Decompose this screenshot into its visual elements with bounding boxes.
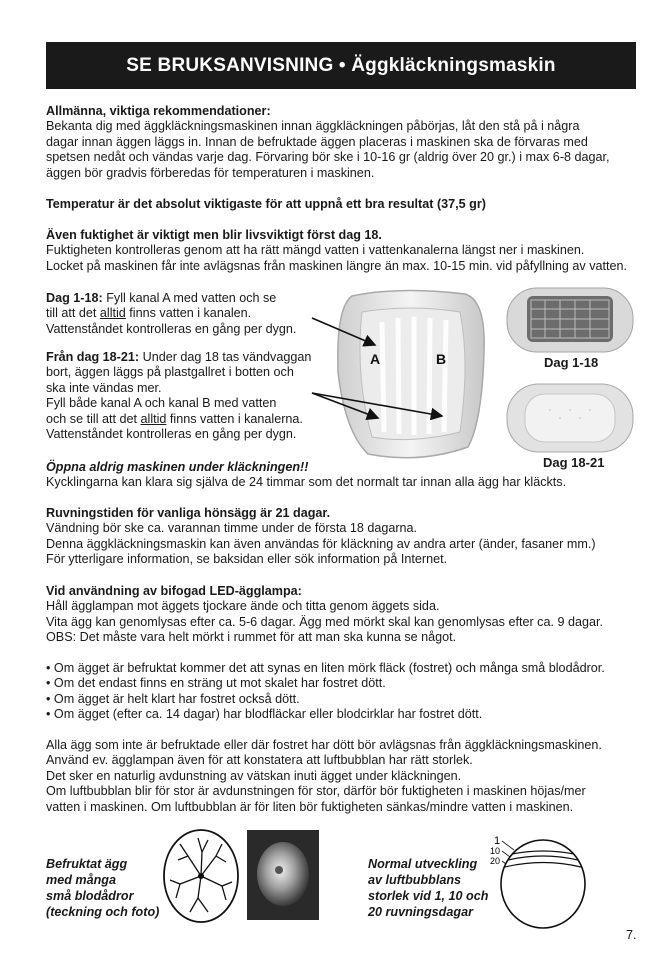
led-section xyxy=(46,584,603,646)
led-heading: Vid användning av bifogad LED-ägglampa: xyxy=(46,584,302,598)
closing-line-5: vatten i maskinen. Om luftbubblan är för liten bör fuktigheten sänkas/mindre vatten i maskinen. xyxy=(46,799,574,814)
airbubble-caption-line-4: 20 ruvningsdagar xyxy=(368,905,473,919)
day1-line-2b: finns vatten i kanalen. xyxy=(125,306,252,321)
banner-title: SE BRUKSANVISNING • Äggkläckningsmaskin xyxy=(126,54,556,76)
humidity-heading: Även fuktighet är viktigt men blir livsviktigt först dag 18. xyxy=(46,228,382,242)
day18-line-5b: finns vatten i kanalerna. xyxy=(166,411,303,426)
arrow-day18-to-a xyxy=(312,393,378,418)
closing-line-2: Använd ev. ägglampan även för att konstatera att luftbubblan har rätt storlek. xyxy=(46,753,473,768)
closing-line-4: Om luftbubblan blir för stor är avdunstningen för stor, därför bör fuktigheten i maskinen höjas/mer xyxy=(46,784,586,799)
egg-veins-drawing xyxy=(160,826,242,926)
airbubble-caption-line-1: Normal utveckling xyxy=(368,857,478,871)
airbubble-caption-line-2: av luftbubblans xyxy=(368,873,462,887)
airbubble-caption-line-3: storlek vid 1, 10 och xyxy=(368,889,489,903)
day18-line-3: ska inte vändas mer. xyxy=(46,380,162,395)
day1-line-2a: till att det xyxy=(46,306,100,321)
day1-line-3: Vattenståndet kontrolleras en gång per dygn. xyxy=(46,321,297,336)
day18-always: alltid xyxy=(140,411,167,426)
incubation-line-3: För ytterligare information, se baksidan eller sök information på Internet. xyxy=(46,552,448,567)
general-line-2: dagar innan äggen läggs in. Innan de befruktade äggen placeras i maskinen ska de förvaras med xyxy=(46,134,588,149)
fertile-caption-line-1: Befruktat ägg xyxy=(46,857,128,871)
incubator-photo-day18 xyxy=(505,380,635,456)
closing-line-3: Det sker en naturlig avdunstning av vätskan inuti ägget under kläckningen. xyxy=(46,768,462,783)
warning-section xyxy=(46,460,566,491)
day18-line-6: Vattenståndet kontrolleras en gång per dygn. xyxy=(46,427,297,442)
airbubble-caption xyxy=(368,856,488,920)
fertile-egg-caption xyxy=(46,856,159,920)
day1-label: Dag 1-18: xyxy=(46,291,103,305)
humidity-line-2: Locket på maskinen får inte avlägsnas från maskinen längre än max. 10-15 min. vid påfyllning av vatten. xyxy=(46,258,628,273)
egg-candling-photo xyxy=(247,830,319,920)
caption-day18: Dag 18-21 xyxy=(543,455,605,470)
fertile-caption-line-4: (teckning och foto) xyxy=(46,905,160,919)
arrow-day18-to-b xyxy=(312,393,442,416)
arrow-day1-to-a xyxy=(312,318,375,345)
warning-heading: Öppna aldrig maskinen under kläckningen!! xyxy=(46,460,309,474)
day18-line-2: bort, äggen läggs på plastgallret i botten och xyxy=(46,365,294,380)
warning-line: Kycklingarna kan klara sig själva de 24 timmar som det normalt tar innan alla ägg har kläckts. xyxy=(46,475,567,490)
fertile-caption-line-3: små blodådror xyxy=(46,889,134,903)
day1-always: alltid xyxy=(99,306,126,321)
temperature-heading: Temperatur är det absolut viktigaste för att uppnå ett bra resultat (37,5 gr) xyxy=(46,197,486,211)
bullet-item-3: • Om ägget är helt klart har fostret också dött. xyxy=(46,691,300,706)
airbubble-egg-drawing xyxy=(488,830,598,930)
channel-a-label: A xyxy=(370,351,381,367)
page-number: 7. xyxy=(626,928,637,942)
caption-day1: Dag 1-18 xyxy=(544,355,599,370)
general-line-3: spetsen nedåt och vändas varje dag. Förvaring bör ske i 10-16 gr (aldrig över 20 gr.) i max 6-8 dagar, xyxy=(46,150,610,165)
day18-line-4: Fyll både kanal A och kanal B med vatten xyxy=(46,396,277,411)
led-line-3: OBS: Det måste vara helt mörkt i rummet för att man ska kunna se något. xyxy=(46,630,457,645)
incubation-line-2: Denna äggkläckningsmaskin kan även användas för kläckning av andra arter (änder, fasaner mm.) xyxy=(46,536,596,551)
bullet-item-2: • Om det endast finns en sträng ut mot skalet har fostret dött. xyxy=(46,676,386,691)
humidity-line-1: Fuktigheten kontrolleras genom att ha rätt mängd vatten i vattenkanalerna längst ner i maskinen. xyxy=(46,243,585,258)
general-heading: Allmänna, viktiga rekommendationer: xyxy=(46,104,271,118)
channel-b-label: B xyxy=(436,351,447,367)
bubble-label-day10: 10 xyxy=(490,846,501,856)
incubation-section xyxy=(46,506,596,568)
day18-label: Från dag 18-21: xyxy=(46,350,140,364)
incubator-photo-day1 xyxy=(505,284,635,356)
bullet-list xyxy=(46,661,605,723)
incubation-line-1: Vändning bör ske ca. varannan timme under de första 18 dagarna. xyxy=(46,521,418,536)
incubation-heading: Ruvningstiden för vanliga hönsägg är 21 dagar. xyxy=(46,506,331,520)
closing-line-1: Alla ägg som inte är befruktade eller där fostret har dött bör avlägsnas från äggkläckningsmaskinen. xyxy=(46,738,602,752)
general-line-4: äggen bör gradvis förberedas för temperaturen i maskinen. xyxy=(46,165,375,180)
bubble-label-day1: 1 xyxy=(494,835,501,847)
led-line-1: Håll ägglampan mot äggets tjockare ände och titta genom äggets sida. xyxy=(46,599,440,614)
led-line-2: Vita ägg kan genomlysas efter ca. 5-6 dagar. Ägg med mörkt skal kan genomlysas efter ca. 9 dagar. xyxy=(46,614,603,629)
bubble-label-day20: 20 xyxy=(490,856,501,866)
day1-line-1: Fyll kanal A med vatten och se xyxy=(102,291,277,305)
closing-section xyxy=(46,738,602,815)
fertile-caption-line-2: med många xyxy=(46,873,116,887)
bullet-item-1: • Om ägget är befruktat kommer det att synas en liten mörk fläck (fostret) och många små blodådror. xyxy=(46,661,605,675)
day18-line-5a: och se till att det xyxy=(46,411,141,426)
bullet-item-4: • Om ägget (efter ca. 14 dagar) har blodfläckar eller blodcirklar har fostret dött. xyxy=(46,707,483,722)
general-line-1: Bekanta dig med äggkläckningsmaskinen innan äggkläckningen påbörjas, låt den stå på i några xyxy=(46,119,580,134)
day18-line-1: Under dag 18 tas vändvaggan xyxy=(139,350,312,364)
